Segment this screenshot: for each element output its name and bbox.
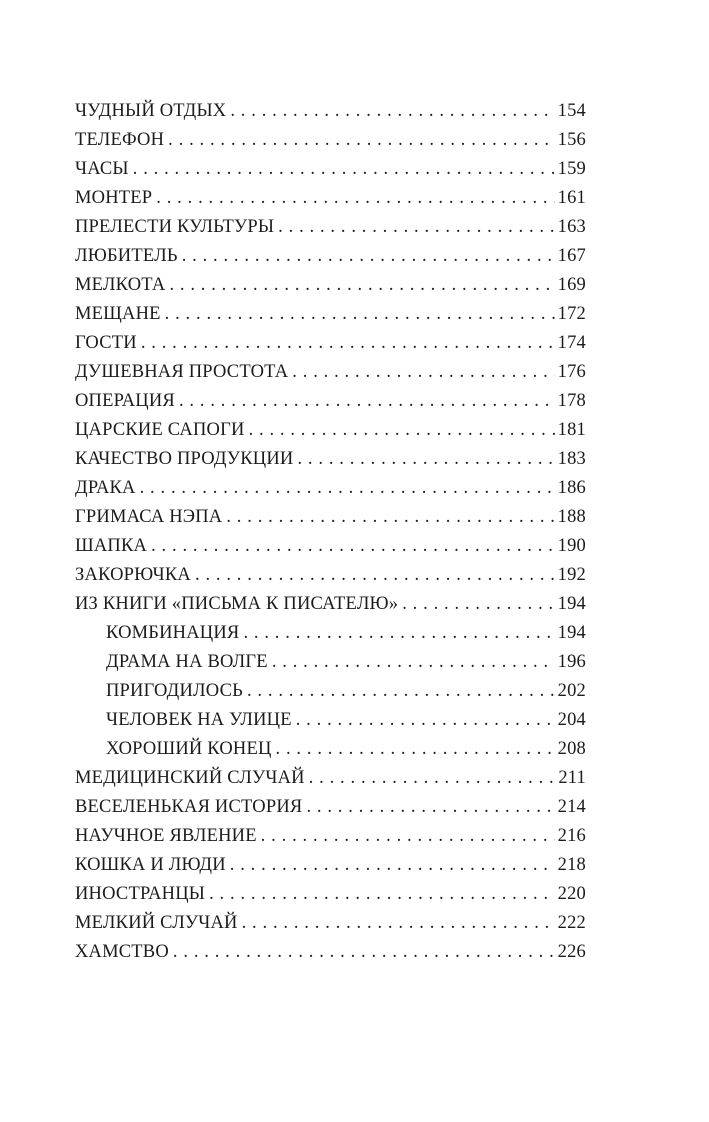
toc-entry-page-number: 211	[558, 768, 586, 788]
dot-leader	[169, 271, 554, 300]
toc-entry	[75, 242, 586, 271]
toc-entry	[75, 97, 586, 126]
toc-entry	[75, 416, 586, 445]
toc-entry-page-number: 222	[557, 913, 586, 933]
toc-entry-title: ШАПКА	[75, 536, 148, 556]
toc-entry-title: НАУЧНОЕ ЯВЛЕНИЕ	[75, 826, 257, 846]
dot-leader	[179, 387, 555, 416]
toc-entry-page-number: 218	[557, 855, 586, 875]
dot-leader	[151, 532, 555, 561]
toc-entry-page-number: 204	[557, 710, 586, 730]
toc-entry-page-number: 156	[557, 130, 586, 150]
toc-entry	[75, 387, 586, 416]
dot-leader	[297, 445, 554, 474]
toc-entry-page-number: 194	[557, 594, 586, 614]
toc-entry-title: ИНОСТРАНЦЫ	[75, 884, 206, 904]
toc-entry-title: ЧУДНЫЙ ОТДЫХ	[75, 101, 227, 121]
dot-leader	[165, 300, 555, 329]
toc-entry	[75, 851, 586, 880]
toc-entry-title: ДУШЕВНАЯ ПРОСТОТА	[75, 362, 289, 382]
toc-entry-page-number: 220	[557, 884, 586, 904]
toc-entry	[75, 764, 586, 793]
toc-entry-title: ЧЕЛОВЕК НА УЛИЦЕ	[106, 710, 292, 730]
toc-entry	[75, 880, 586, 909]
toc-entry	[75, 735, 586, 764]
toc-entry	[75, 503, 586, 532]
toc-entry-title: ИЗ КНИГИ «ПИСЬМА К ПИСАТЕЛЮ»	[75, 594, 399, 614]
dot-leader	[309, 764, 556, 793]
toc-entry-page-number: 226	[557, 942, 586, 962]
toc-entry-page-number: 202	[557, 681, 586, 701]
dot-leader	[261, 822, 555, 851]
toc-entry	[75, 793, 586, 822]
toc-entry-title: ЧАСЫ	[75, 159, 129, 179]
dot-leader	[230, 97, 554, 126]
dot-leader	[156, 184, 554, 213]
toc-entry-page-number: 188	[557, 507, 586, 527]
toc-entry-page-number: 178	[557, 391, 586, 411]
dot-leader	[133, 155, 555, 184]
toc-entry	[75, 300, 586, 329]
dot-leader	[242, 909, 555, 938]
toc-entry-title: ХАМСТВО	[75, 942, 169, 962]
dot-leader	[296, 706, 555, 735]
dot-leader	[141, 329, 555, 358]
dot-leader	[247, 677, 555, 706]
toc-entry	[75, 677, 586, 706]
toc-entry-title: КАЧЕСТВО ПРОДУКЦИИ	[75, 449, 294, 469]
dot-leader	[276, 735, 555, 764]
toc-entry-title: КОМБИНАЦИЯ	[106, 623, 240, 643]
toc-entry	[75, 619, 586, 648]
toc-entry	[75, 213, 586, 242]
toc-entry-title: ОПЕРАЦИЯ	[75, 391, 175, 411]
toc-entry-title: ПРЕЛЕСТИ КУЛЬТУРЫ	[75, 217, 275, 237]
toc-entry-page-number: 214	[557, 797, 586, 817]
toc-entry	[75, 271, 586, 300]
dot-leader	[249, 416, 555, 445]
toc-entry-title: ЦАРСКИЕ САПОГИ	[75, 420, 245, 440]
toc-entry	[75, 445, 586, 474]
table-of-contents	[75, 97, 586, 967]
dot-leader	[292, 358, 554, 387]
dot-leader	[272, 648, 555, 677]
toc-entry-page-number: 167	[557, 246, 586, 266]
dot-leader	[195, 561, 555, 590]
toc-entry-title: ГРИМАСА НЭПА	[75, 507, 223, 527]
toc-entry-page-number: 154	[557, 101, 586, 121]
dot-leader	[402, 590, 554, 619]
toc-entry-title: ПРИГОДИЛОСЬ	[106, 681, 243, 701]
toc-entry-page-number: 169	[557, 275, 586, 295]
toc-entry	[75, 126, 586, 155]
toc-entry-title: ЗАКОРЮЧКА	[75, 565, 191, 585]
toc-entry	[75, 474, 586, 503]
toc-entry-title: ХОРОШИЙ КОНЕЦ	[106, 739, 272, 759]
toc-entry-page-number: 181	[557, 420, 586, 440]
toc-entry-page-number: 186	[557, 478, 586, 498]
toc-entry-title: ДРАМА НА ВОЛГЕ	[106, 652, 268, 672]
toc-entry	[75, 561, 586, 590]
toc-entry	[75, 155, 586, 184]
dot-leader	[243, 619, 554, 648]
toc-entry-page-number: 183	[557, 449, 586, 469]
dot-leader	[182, 242, 555, 271]
toc-entry-page-number: 196	[557, 652, 586, 672]
toc-entry	[75, 532, 586, 561]
toc-entry-title: КОШКА И ЛЮДИ	[75, 855, 226, 875]
toc-entry	[75, 184, 586, 213]
toc-entry-page-number: 161	[557, 188, 586, 208]
toc-entry	[75, 706, 586, 735]
toc-entry-title: МЕЛКОТА	[75, 275, 166, 295]
toc-entry	[75, 909, 586, 938]
dot-leader	[230, 851, 555, 880]
dot-leader	[226, 503, 554, 532]
toc-entry	[75, 590, 586, 619]
toc-entry-title: МЕДИЦИНСКИЙ СЛУЧАЙ	[75, 768, 305, 788]
toc-entry-page-number: 163	[557, 217, 586, 237]
toc-entry-page-number: 194	[557, 623, 586, 643]
dot-leader	[209, 880, 555, 909]
toc-entry-page-number: 172	[557, 304, 586, 324]
toc-entry-title: ВЕСЕЛЕНЬКАЯ ИСТОРИЯ	[75, 797, 303, 817]
toc-entry-page-number: 159	[557, 159, 586, 179]
toc-entry-page-number: 174	[557, 333, 586, 353]
toc-entry	[75, 648, 586, 677]
toc-entry	[75, 329, 586, 358]
dot-leader	[140, 474, 555, 503]
toc-entry-title: МЕЩАНЕ	[75, 304, 161, 324]
toc-entry	[75, 822, 586, 851]
toc-entry-title: ГОСТИ	[75, 333, 137, 353]
dot-leader	[278, 213, 554, 242]
toc-entry-title: ТЕЛЕФОН	[75, 130, 165, 150]
toc-entry-title: ДРАКА	[75, 478, 136, 498]
dot-leader	[168, 126, 554, 155]
toc-entry-title: ЛЮБИТЕЛЬ	[75, 246, 178, 266]
toc-entry	[75, 938, 586, 967]
toc-entry-page-number: 190	[557, 536, 586, 556]
toc-entry-page-number: 192	[557, 565, 586, 585]
dot-leader	[306, 793, 554, 822]
dot-leader	[173, 938, 555, 967]
toc-entry-page-number: 176	[557, 362, 586, 382]
toc-entry-page-number: 208	[557, 739, 586, 759]
toc-entry	[75, 358, 586, 387]
toc-entry-page-number: 216	[557, 826, 586, 846]
toc-entry-title: МЕЛКИЙ СЛУЧАЙ	[75, 913, 238, 933]
toc-entry-title: МОНТЕР	[75, 188, 153, 208]
